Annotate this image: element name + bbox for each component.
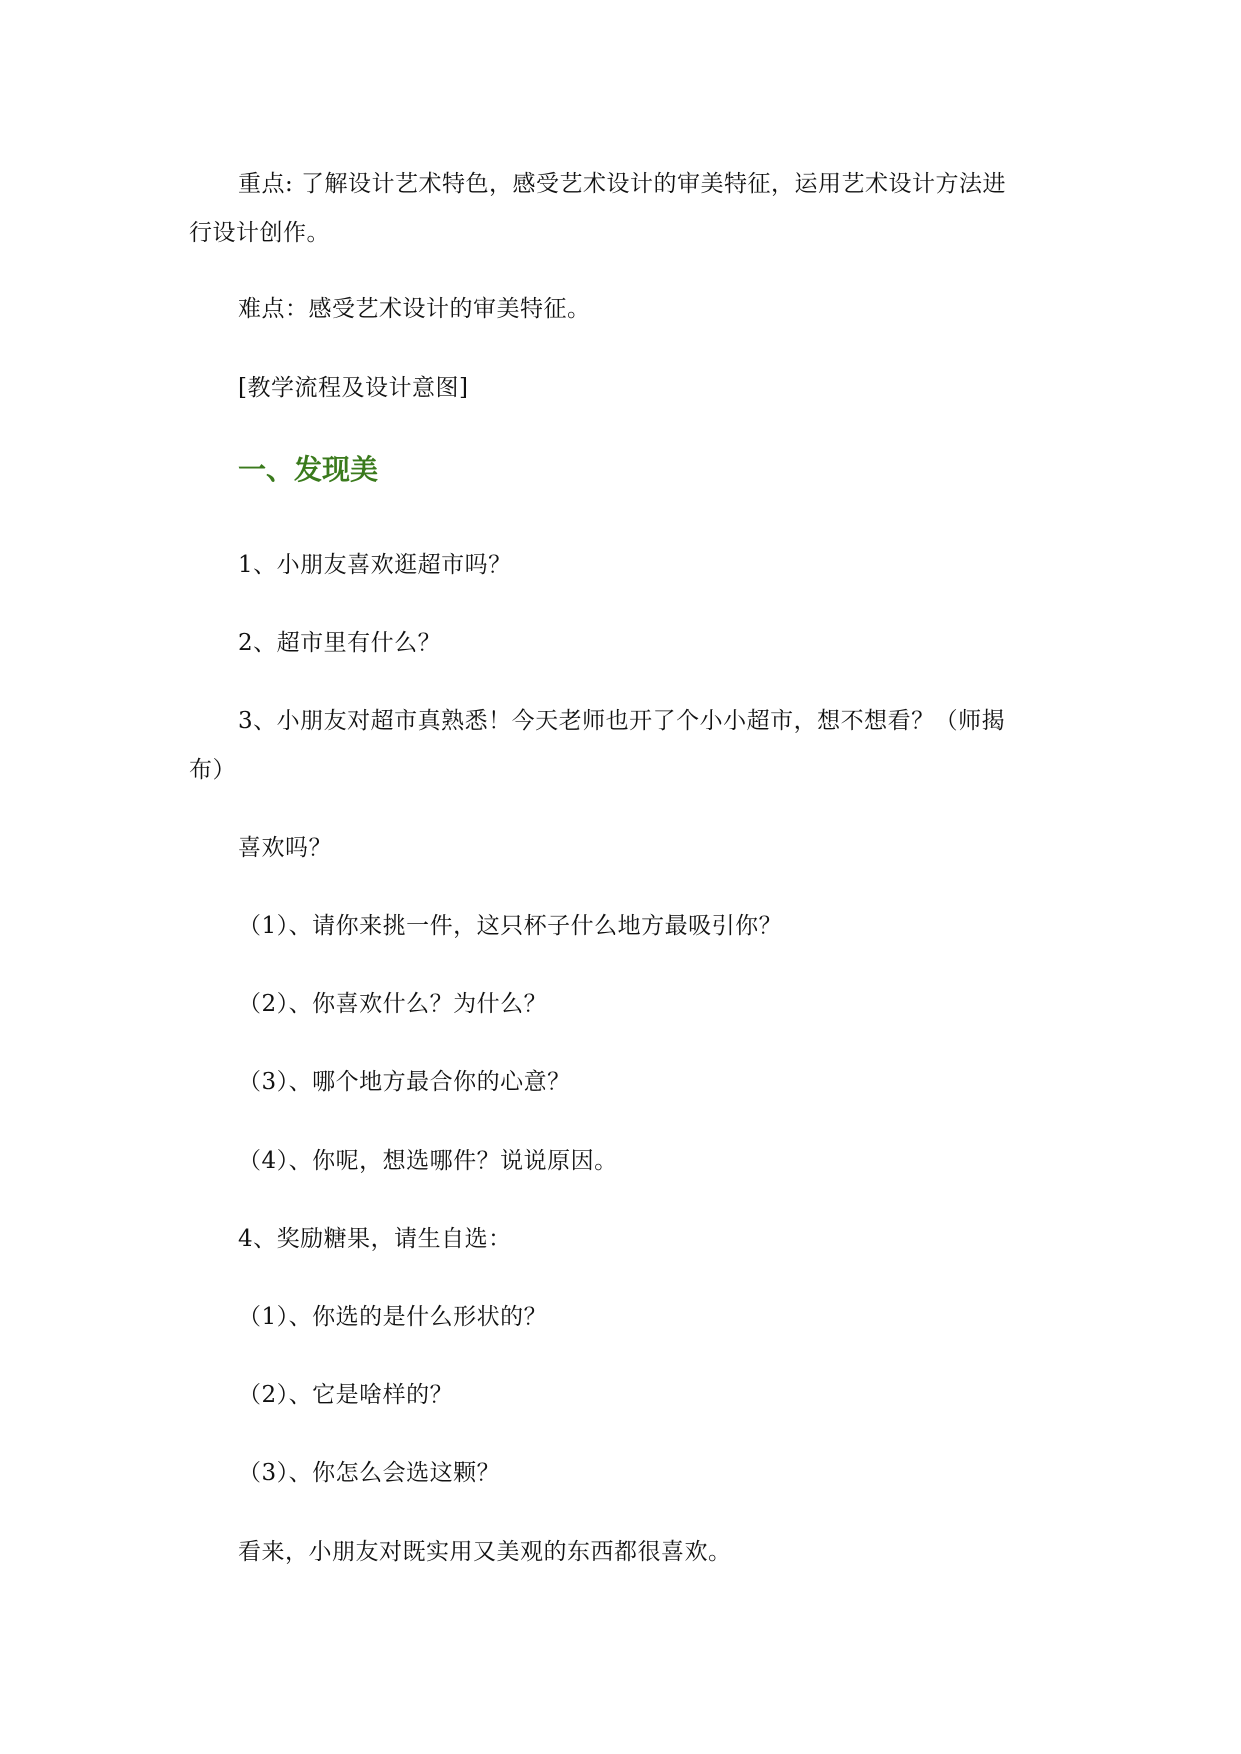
like-question: 喜欢吗？ xyxy=(238,835,332,861)
sub-question-2-2: （2）、它是啥样的？ xyxy=(238,1382,454,1408)
difficulty-paragraph: 难点：感受艺术设计的审美特征。 xyxy=(238,296,591,322)
focus-paragraph-line2: 行设计创作。 xyxy=(189,220,330,246)
question-2: 2、超市里有什么？ xyxy=(238,630,442,656)
question-3-line1: 3、小朋友对超市真熟悉！今天老师也开了个小小超市，想不想看？（师揭 xyxy=(238,708,1006,734)
sub-question-2-1: （1）、你选的是什么形状的？ xyxy=(238,1304,548,1330)
focus-paragraph-line1: 重点: 了解设计艺术特色，感受艺术设计的审美特征，运用艺术设计方法进 xyxy=(238,171,1007,197)
sub-question-1-4: （4）、你呢，想选哪件？说说原因。 xyxy=(238,1148,618,1174)
sub-question-1-3: （3）、哪个地方最合你的心意？ xyxy=(238,1069,571,1095)
section-heading: 一、发现美 xyxy=(238,453,379,486)
question-1: 1、小朋友喜欢逛超市吗？ xyxy=(238,552,512,578)
flow-title: [教学流程及设计意图] xyxy=(238,375,469,401)
sub-question-1-2: （2）、你喜欢什么？为什么？ xyxy=(238,991,548,1017)
sub-question-1-1: （1）、请你来挑一件，这只杯子什么地方最吸引你？ xyxy=(238,913,783,939)
conclusion: 看来，小朋友对既实用又美观的东西都很喜欢。 xyxy=(238,1539,732,1565)
question-3-line2: 布） xyxy=(189,757,236,783)
question-4: 4、奖励糖果，请生自选： xyxy=(238,1226,512,1252)
sub-question-2-3: （3）、你怎么会选这颗？ xyxy=(238,1460,501,1486)
